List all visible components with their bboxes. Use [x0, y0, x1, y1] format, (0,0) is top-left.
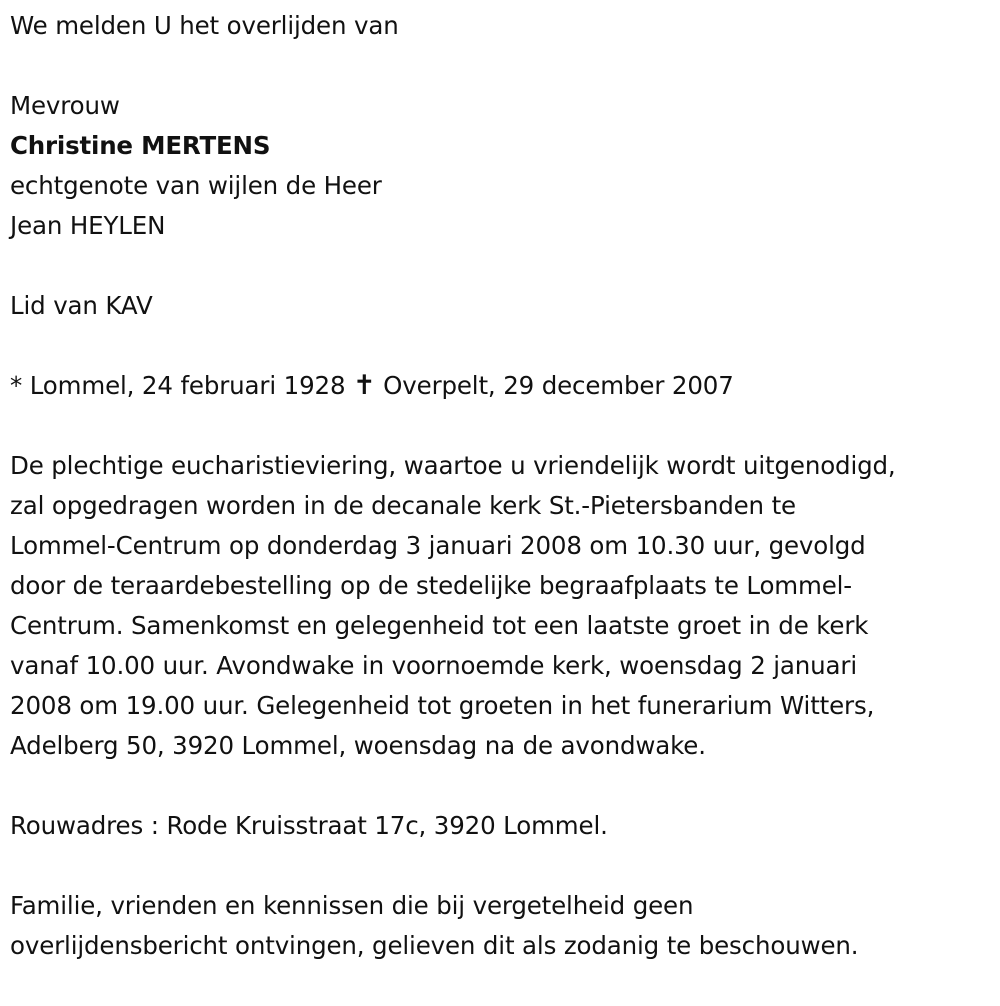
service-paragraph — [10, 446, 995, 766]
intro-text: We melden U het overlijden van — [10, 11, 399, 40]
cross-icon: ✝ — [353, 370, 376, 401]
spacer — [10, 246, 995, 286]
spouse-name: Jean HEYLEN — [10, 211, 166, 240]
service-line: vanaf 10.00 uur. Avondwake in voornoemde kerk, woensdag 2 januari — [10, 651, 857, 680]
closing-line: overlijdensbericht ontvingen, gelieven dit als zodanig te beschouwen. — [10, 931, 859, 960]
death-info: Overpelt, 29 december 2007 — [383, 371, 734, 400]
service-line: zal opgedragen worden in de decanale kerk St.-Pietersbanden te — [10, 491, 796, 520]
spacer — [10, 846, 995, 886]
service-line: Lommel-Centrum op donderdag 3 januari 2008 om 10.30 uur, gevolgd — [10, 531, 866, 560]
spacer — [10, 766, 995, 806]
salutation: Mevrouw — [10, 91, 120, 120]
closing-paragraph — [10, 886, 995, 966]
spacer — [10, 46, 995, 86]
death-notice — [10, 0, 995, 966]
spacer — [10, 406, 995, 446]
dates-line — [10, 366, 995, 406]
relation-text: echtgenote van wijlen de Heer — [10, 171, 382, 200]
service-line: Centrum. Samenkomst en gelegenheid tot een laatste groet in de kerk — [10, 611, 869, 640]
membership-text: Lid van KAV — [10, 291, 153, 320]
deceased-name: Christine MERTENS — [10, 131, 271, 160]
service-line: Adelberg 50, 3920 Lommel, woensdag na de avondwake. — [10, 731, 706, 760]
spacer — [10, 326, 995, 366]
birth-info: * Lommel, 24 februari 1928 — [10, 371, 346, 400]
service-line: 2008 om 19.00 uur. Gelegenheid tot groeten in het funerarium Witters, — [10, 691, 875, 720]
mourning-address: Rouwadres : Rode Kruisstraat 17c, 3920 Lommel. — [10, 811, 608, 840]
service-line: De plechtige eucharistieviering, waartoe u vriendelijk wordt uitgenodigd, — [10, 451, 896, 480]
service-line: door de teraardebestelling op de stedelijke begraafplaats te Lommel- — [10, 571, 852, 600]
closing-line: Familie, vrienden en kennissen die bij vergetelheid geen — [10, 891, 694, 920]
